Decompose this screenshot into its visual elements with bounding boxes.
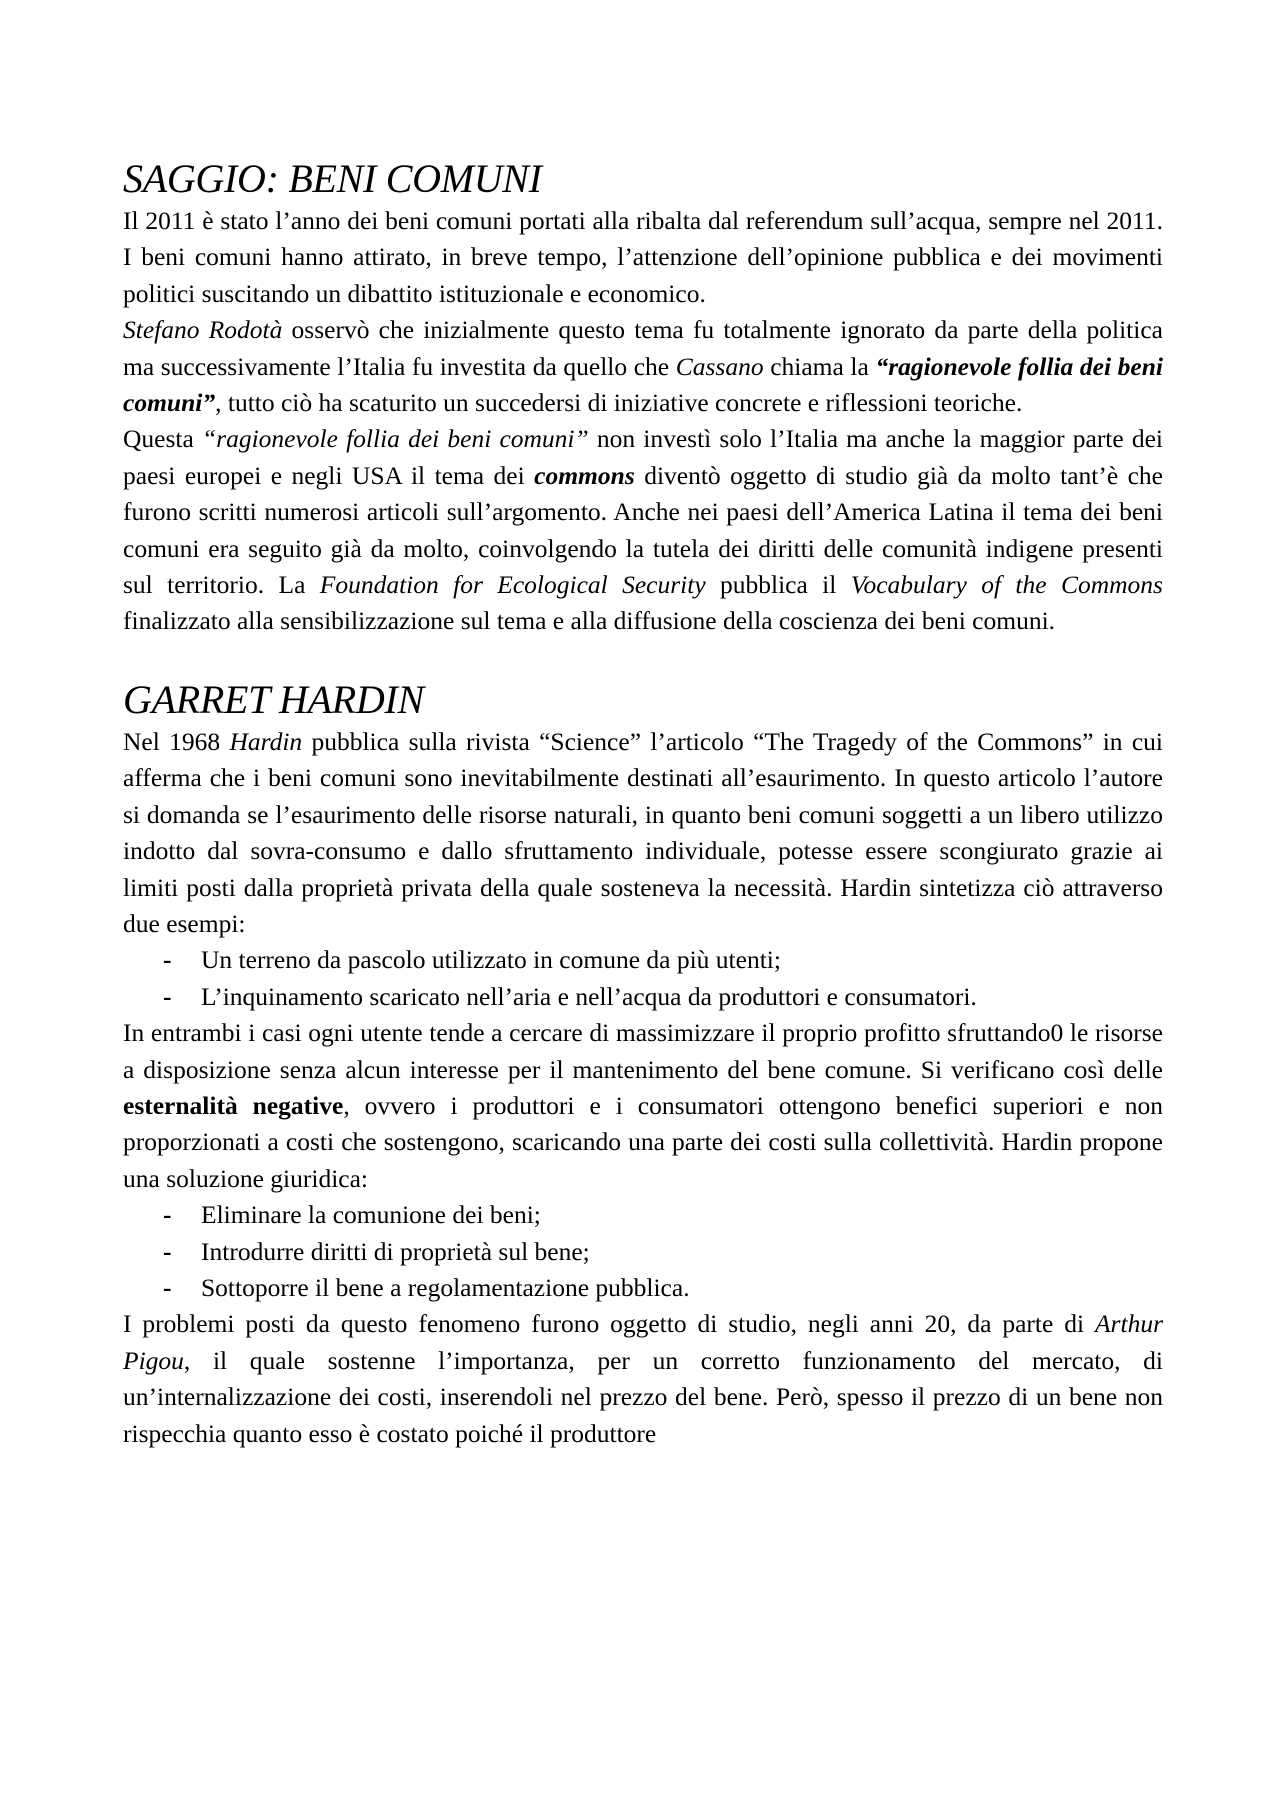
organization-name: Foundation for Ecological Security [319, 570, 706, 600]
paragraph-hardin-intro [123, 724, 1163, 942]
list-item [123, 1197, 1163, 1233]
list-item-text: Un terreno da pascolo utilizzato in comune da più utenti; [201, 945, 781, 975]
author-name: Hardin [229, 726, 303, 756]
author-name: Stefano Rodotà [123, 315, 283, 345]
paragraph-text: pubblica sulla rivista “Science” l’articolo “The Tragedy of the Commons” in cui afferma che i beni comuni sono inevitabilmente destinati all’esaurimento. In questo articolo l’autore si domanda se l’esaurimento delle risorse naturali, in quanto beni comuni soggetti a un libero utilizzo indotto dal sovra-consumo e dallo sfruttamento individuale, potesse essere scongiurato grazie ai limiti posti dalla proprietà privata della quale sosteneva la necessità. Hardin sintetizza ciò attraverso due esempi: [123, 726, 1164, 938]
list-item-text: Introdurre diritti di proprietà sul bene; [201, 1236, 590, 1266]
quote-emphasis: “ragionevole follia dei beni comuni” [123, 351, 1163, 418]
paragraph-text: non investì solo l’Italia ma anche la maggior parte dei paesi europei e negli USA il tema dei [123, 424, 1164, 490]
paragraph-text: , ovvero i produttori e i consumatori ottengono benefici superiori e non proporzionati a costi che sostengono, scaricando una parte dei costi sulla collettività. Hardin propone una soluzione giuridica: [123, 1090, 1164, 1193]
paragraph-text: In entrambi i casi ogni utente tende a cercare di massimizzare il proprio profitto sfruttando0 le risorse a disposizione senza alcun interesse per il mantenimento del bene comune. Si verificano così delle [123, 1018, 1163, 1084]
list-item [123, 942, 1163, 978]
paragraph-text: , tutto ciò ha scaturito un succedersi di iniziative concrete e riflessioni teoriche. [215, 388, 1023, 418]
examples-list [123, 942, 1163, 1015]
list-item [123, 1270, 1163, 1306]
list-item-text: Sottoporre il bene a regolamentazione pubblica. [201, 1272, 690, 1302]
paragraph-text: Questa [123, 424, 202, 454]
paragraph-text: osservò che inizialmente questo tema fu totalmente ignorato da parte della politica ma successivamente l’Italia fu investita da quello che [123, 315, 1163, 381]
work-title: Vocabulary of the Commons [850, 570, 1163, 600]
section-title-beni-comuni: SAGGIO: BENI COMUNI [123, 156, 542, 201]
author-name: Arthur Pigou [123, 1309, 1163, 1375]
quote-italic: “ragionevole follia dei beni comuni” [201, 424, 589, 454]
list-item-text: L’inquinamento scaricato nell’aria e nell’acqua da produttori e consumatori. [201, 981, 977, 1011]
paragraph-commons [123, 421, 1163, 639]
paragraph-pigou [123, 1306, 1163, 1452]
dash-bullet: - [163, 1200, 172, 1230]
dash-bullet: - [163, 1272, 172, 1302]
paragraph-text: finalizzato alla sensibilizzazione sul tema e alla diffusione della coscienza dei beni comuni. [123, 606, 1056, 636]
paragraph-text: Il 2011 è stato l’anno dei beni comuni portati alla ribalta dal referendum sull’acqua, sempre nel 2011. I beni comuni hanno attirato, in breve tempo, l’attenzione dell’opinione pubblica e dei movimenti politici suscitando un dibattito istituzionale e economico. [123, 206, 1163, 308]
dash-bullet: - [163, 1236, 172, 1266]
solutions-list [123, 1197, 1163, 1306]
author-name: Cassano [675, 351, 764, 381]
paragraph-rodota [123, 312, 1163, 421]
list-item [123, 1234, 1163, 1270]
list-item-text: Eliminare la comunione dei beni; [201, 1200, 541, 1230]
paragraph-text: diventò oggetto di studio già da molto tant’è che furono scritti numerosi articoli sull’argomento. Anche nei paesi dell’America Latina il tema dei beni comuni era seguito già da molto, coinvolgendo la tutela dei diritti delle comunità indigene presenti sul territorio. La [123, 460, 1163, 600]
term-emphasis: commons [534, 460, 635, 490]
list-item [123, 979, 1163, 1015]
term-bold: esternalità negative [123, 1090, 344, 1120]
paragraph-externalities [123, 1015, 1163, 1197]
dash-bullet: - [163, 981, 172, 1011]
paragraph-text: Nel 1968 [123, 726, 230, 756]
section-title-garret-hardin: GARRET HARDIN [123, 676, 424, 722]
paragraph-text: chiama la [763, 351, 876, 381]
document-body [123, 155, 1163, 1452]
paragraph-text: I problemi posti da questo fenomeno furono oggetto di studio, negli anni 20, da parte di [123, 1309, 1095, 1339]
paragraph-intro [123, 203, 1163, 312]
paragraph-text: , il quale sostenne l’importanza, per un corretto funzionamento del mercato, di un’internalizzazione dei costi, inserendoli nel prezzo del bene. Però, spesso il prezzo di un bene non rispecchia quanto esso è costato poiché il produttore [123, 1345, 1163, 1448]
dash-bullet: - [163, 945, 172, 975]
paragraph-text: pubblica il [705, 570, 851, 600]
